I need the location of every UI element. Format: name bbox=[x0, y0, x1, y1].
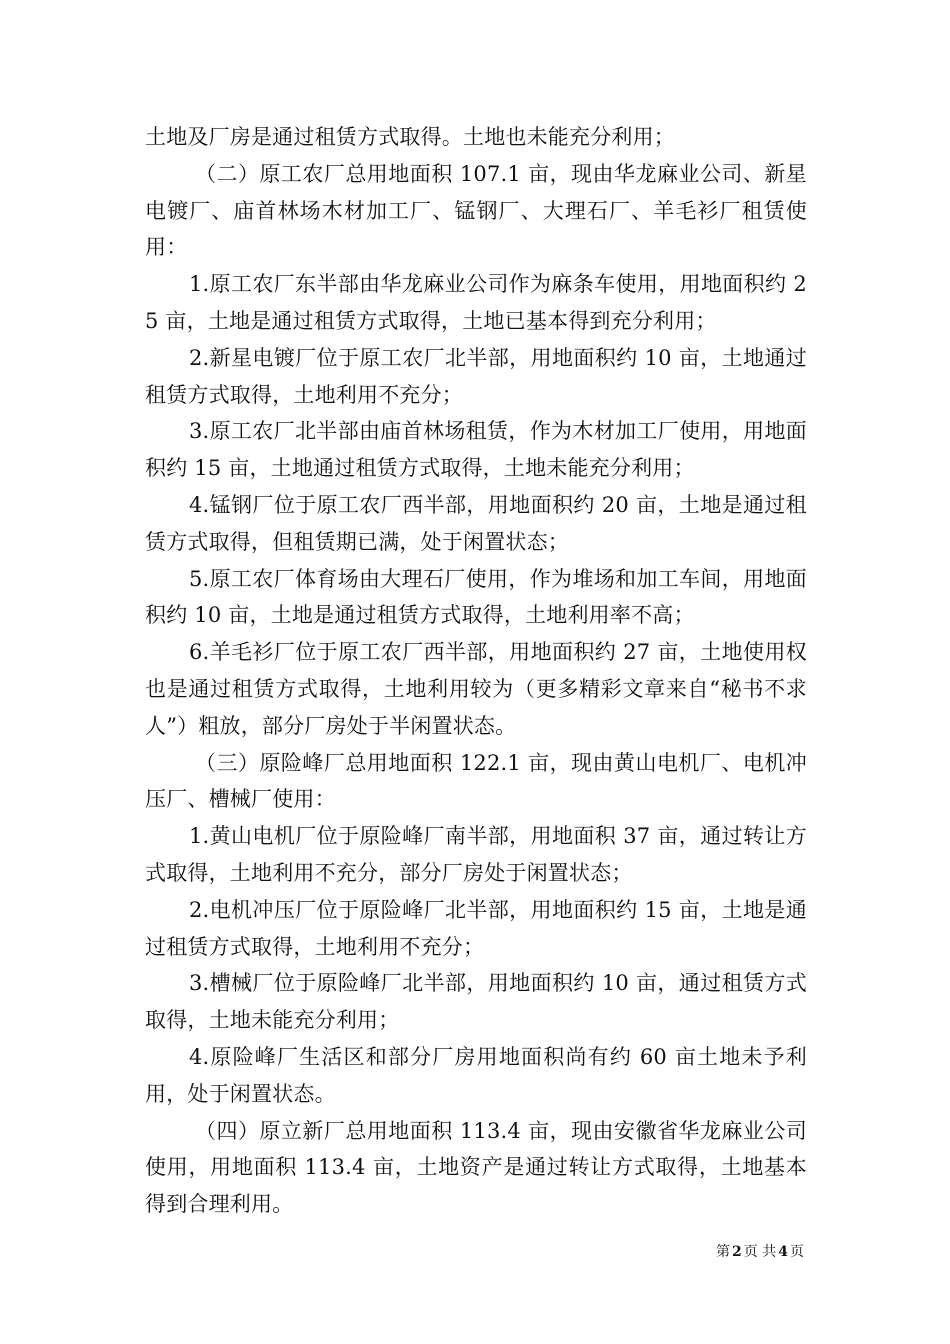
list-item: 1.黄山电机厂位于原险峰厂南半部，用地面积 37 亩，通过转让方式取得，土地利用不充分，部分厂房处于闲置状态； bbox=[145, 824, 807, 885]
list-item: 2.电机冲压厂位于原险峰厂北半部，用地面积约 15 亩，土地是通过租赁方式取得，土地利用不充分； bbox=[145, 897, 807, 959]
section-heading-3: （三）原险峰厂总用地面积 122.1 亩，现由黄山电机厂、电机冲压厂、槽械厂使用： bbox=[145, 750, 807, 812]
page-footer bbox=[716, 1243, 804, 1261]
list-item: 3.槽械厂位于原险峰厂北半部，用地面积约 10 亩，通过租赁方式取得，土地未能充分利用； bbox=[145, 971, 807, 1033]
total-page-count: 4 bbox=[778, 1244, 788, 1260]
footer-prefix: 第 bbox=[716, 1244, 731, 1260]
section-heading-4: （四）原立新厂总用地面积 113.4 亩，现由安徽省华龙麻业公司使用，用地面积 113.4 亩，土地资产是通过转让方式取得，土地基本得到合理利用。 bbox=[145, 1118, 807, 1217]
footer-suffix: 页 bbox=[790, 1244, 804, 1260]
list-item: 1.原工农厂东半部由华龙麻业公司作为麻条车使用，用地面积约 25 亩，土地是通过租赁方式取得，土地已基本得到充分利用； bbox=[145, 272, 807, 333]
current-page-number: 2 bbox=[732, 1244, 742, 1260]
list-item: 5.原工农厂体育场由大理石厂使用，作为堆场和加工车间，用地面积约 10 亩，土地是通过租赁方式取得，土地利用率不高； bbox=[145, 566, 807, 628]
document-body bbox=[145, 119, 807, 1223]
list-item: 4.锰钢厂位于原工农厂西半部，用地面积约 20 亩，土地是通过租赁方式取得，但租赁期已满，处于闲置状态； bbox=[145, 492, 807, 554]
list-item: 6.羊毛衫厂位于原工农厂西半部，用地面积约 27 亩，土地使用权也是通过租赁方式取得，土地利用较为（更多精彩文章来自“秘书不求人”）粗放，部分厂房处于半闲置状态。 bbox=[145, 640, 807, 738]
list-item: 2.新星电镀厂位于原工农厂北半部，用地面积约 10 亩，土地通过租赁方式取得，土地利用不充分； bbox=[145, 345, 807, 407]
list-item: 4.原险峰厂生活区和部分厂房用地面积尚有约 60 亩土地未予利用，处于闲置状态。 bbox=[145, 1044, 807, 1106]
list-item: 3.原工农厂北半部由庙首林场租赁，作为木材加工厂使用，用地面积约 15 亩，土地通过租赁方式取得，土地未能充分利用； bbox=[145, 419, 807, 481]
paragraph: 土地及厂房是通过租赁方式取得。土地也未能充分利用； bbox=[145, 125, 675, 149]
section-heading-2: （二）原工农厂总用地面积 107.1 亩，现由华龙麻业公司、新星电镀厂、庙首林场木材加工厂、锰钢厂、大理石厂、羊毛衫厂租赁使用： bbox=[145, 161, 807, 260]
footer-middle: 页 共 bbox=[743, 1244, 777, 1260]
